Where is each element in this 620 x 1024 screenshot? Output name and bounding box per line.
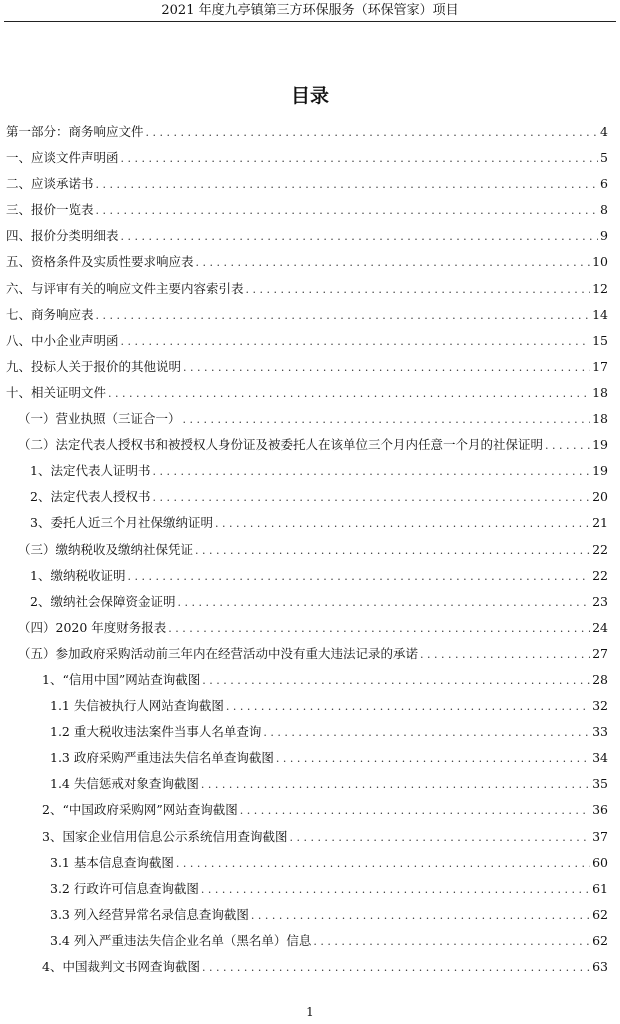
toc-leader-dots [289,825,590,851]
toc-entry-page: 10 [592,254,608,270]
toc-entry-label: 四、报价分类明细表 [6,228,119,244]
toc-entry-label: 3.3 列入经营异常名录信息查询截图 [50,906,249,922]
toc-leader-dots [246,277,591,303]
toc-entry-page: 62 [592,906,608,922]
toc-entry-label: 1、“信用中国”网站查询截图 [42,671,201,687]
toc-entry-page: 18 [592,411,608,427]
toc-leader-dots [168,616,590,642]
toc-entry[interactable] [6,171,608,197]
toc-entry[interactable] [6,249,608,275]
toc-leader-dots [177,590,590,616]
toc-entry-page: 33 [592,724,608,740]
toc-entry-page: 22 [592,541,608,557]
toc-entry-label: 七、商务响应表 [6,306,94,322]
toc-entry-label: 六、与评审有关的响应文件主要内容索引表 [6,280,244,296]
toc-leader-dots [240,798,590,824]
toc-leader-dots [215,511,590,537]
toc-entry[interactable] [6,589,608,615]
toc-entry-page: 9 [600,228,608,244]
toc-entry-label: （四）2020 年度财务报表 [18,619,167,635]
toc-leader-dots [96,172,599,198]
toc-entry-page: 62 [592,932,608,948]
toc-entry-label: 五、资格条件及实质性要求响应表 [6,254,194,270]
toc-entry[interactable] [6,380,608,406]
toc-entry-page: 63 [592,959,608,974]
toc-entry[interactable] [6,276,608,302]
toc-entry[interactable] [6,510,608,536]
toc-entry[interactable] [6,406,608,432]
toc-entry-label: 2、缴纳社会保障资金证明 [30,593,176,609]
toc-leader-dots [152,459,590,485]
toc-entry-label: 3、国家企业信用信息公示系统信用查询截图 [42,828,288,844]
toc-entry[interactable] [6,771,608,797]
toc-entry-label: 1、缴纳税收证明 [30,567,126,583]
toc-entry[interactable] [6,745,608,771]
toc-entry[interactable] [6,876,608,902]
toc-leader-dots [313,929,590,955]
toc-entry-label: 三、报价一览表 [6,202,94,218]
toc-entry-label: 3.4 列入严重违法失信企业名单（黑名单）信息 [50,932,312,948]
toc-entry[interactable] [6,145,608,171]
toc-entry-label: 1.3 政府采购严重违法失信名单查询截图 [50,750,274,766]
toc-leader-dots [183,355,590,381]
toc-entry[interactable] [6,197,608,223]
toc-entry-page: 18 [592,384,608,400]
toc-entry-label: （二）法定代表人授权书和被授权人身份证及被委托人在该单位三个月内任意一个月的社保证明 [18,437,544,453]
toc-entry-label: 1.4 失信惩戒对象查询截图 [50,776,199,792]
toc-leader-dots [195,538,590,564]
toc-entry[interactable] [6,693,608,719]
toc-leader-dots [146,120,599,146]
page-number: 1 [306,1005,314,1019]
toc-entry[interactable] [6,641,608,667]
toc-leader-dots [127,564,590,590]
toc-leader-dots [121,224,599,250]
toc-entry[interactable] [6,354,608,380]
toc-entry-page: 23 [592,593,608,609]
toc-leader-dots [96,198,599,224]
toc-entry-page: 37 [592,828,608,844]
toc-entry-page: 21 [592,515,608,531]
toc-entry-page: 60 [592,854,608,870]
toc-leader-dots [251,903,590,929]
toc-entry[interactable] [6,302,608,328]
toc-entry[interactable] [6,458,608,484]
toc-leader-dots [176,851,590,877]
toc-leader-dots [183,407,591,433]
toc-leader-dots [201,877,590,903]
toc-entry-label: （三）缴纳税收及缴纳社保凭证 [18,541,194,557]
toc-entry[interactable] [6,223,608,249]
toc-entry-page: 12 [592,280,608,296]
toc-entry-page: 17 [592,358,608,374]
toc-entry[interactable] [6,432,608,458]
toc-entry[interactable] [6,537,608,563]
toc-entry-page: 34 [592,750,608,766]
toc-entry-label: 十、相关证明文件 [6,384,107,400]
toc-entry[interactable] [6,928,608,954]
toc-entry-label: （五）参加政府采购活动前三年内在经营活动中没有重大违法记录的承诺 [18,645,419,661]
toc-entry-label: 1、法定代表人证明书 [30,463,151,479]
toc-entry-label: 2、“中国政府采购网”网站查询截图 [42,802,238,818]
toc-leader-dots [545,433,590,459]
toc-leader-dots [420,642,590,668]
toc-entry-page: 22 [592,567,608,583]
toc-entry-label: （一）营业执照（三证合一） [18,411,181,427]
toc-entry-label: 4、中国裁判文书网查询截图 [42,959,200,974]
toc-entry-label: 八、中小企业声明函 [6,332,119,348]
toc-leader-dots [121,146,599,172]
toc-entry-page: 20 [592,489,608,505]
toc-leader-dots [196,250,591,276]
toc-leader-dots [226,694,590,720]
toc-entry[interactable] [6,824,608,850]
toc-entry[interactable] [6,850,608,876]
toc-leader-dots [202,668,590,694]
toc-leader-dots [152,485,590,511]
toc-entry-label: 2、法定代表人授权书 [30,489,151,505]
toc-entry[interactable] [6,954,608,980]
toc-entry[interactable] [6,119,608,145]
toc-entry-label: 第一部分：商务响应文件 [6,124,144,139]
toc-entry-page: 32 [592,698,608,714]
toc-entry-page: 5 [600,150,608,166]
toc-entry-label: 1.2 重大税收违法案件当事人名单查询 [50,724,262,740]
toc-entry[interactable] [6,328,608,354]
toc-leader-dots [108,381,590,407]
toc-entry-page: 27 [592,645,608,661]
table-of-contents [6,119,608,980]
toc-entry-label: 1.1 失信被执行人网站查询截图 [50,698,224,714]
toc-entry-page: 14 [592,306,608,322]
toc-title: 目录 [290,85,329,107]
toc-entry-page: 4 [600,124,608,139]
toc-entry-page: 15 [592,332,608,348]
toc-entry[interactable] [6,667,608,693]
toc-entry-page: 19 [592,463,608,479]
toc-entry[interactable] [6,797,608,823]
toc-entry[interactable] [6,719,608,745]
toc-entry-label: 二、应谈承诺书 [6,176,94,192]
toc-entry-label: 3.1 基本信息查询截图 [50,854,174,870]
toc-entry-page: 8 [600,202,608,218]
toc-leader-dots [263,720,590,746]
toc-entry-page: 19 [592,437,608,453]
toc-entry-label: 3.2 行政许可信息查询截图 [50,880,199,896]
toc-entry-label: 一、应谈文件声明函 [6,150,119,166]
toc-entry-page: 6 [600,176,608,192]
toc-entry[interactable] [6,615,608,641]
toc-entry-label: 九、投标人关于报价的其他说明 [6,358,182,374]
toc-entry-page: 35 [592,776,608,792]
toc-entry[interactable] [6,484,608,510]
toc-entry-page: 61 [592,880,608,896]
toc-leader-dots [202,955,590,981]
toc-leader-dots [201,772,590,798]
toc-leader-dots [121,329,591,355]
toc-entry-page: 36 [592,802,608,818]
toc-entry[interactable] [6,563,608,589]
page-header: 2021 年度九亭镇第三方环保服务（环保管家）项目 [161,3,459,18]
toc-entry-page: 28 [592,671,608,687]
header-divider [4,21,616,22]
toc-entry-label: 3、委托人近三个月社保缴纳证明 [30,515,213,531]
toc-entry[interactable] [6,902,608,928]
toc-entry-page: 24 [592,619,608,635]
toc-leader-dots [96,303,591,329]
toc-leader-dots [276,746,590,772]
